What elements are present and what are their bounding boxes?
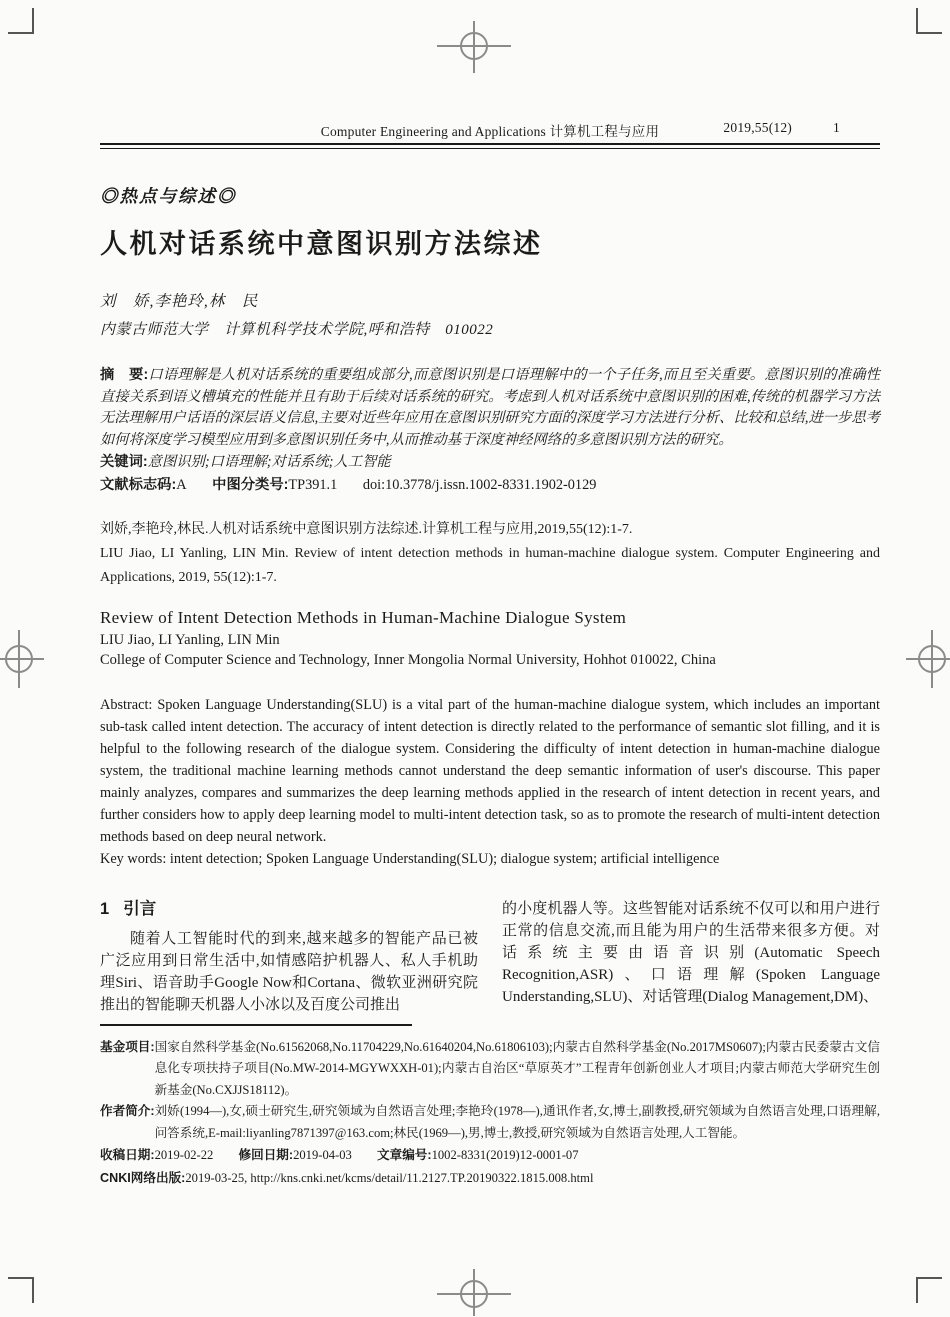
intro-column-left bbox=[100, 898, 478, 1016]
keywords-en bbox=[100, 848, 880, 870]
running-header bbox=[100, 120, 880, 140]
doi-value: 10.3778/j.issn.1002-8331.1902-0129 bbox=[385, 476, 597, 493]
intro-paragraph-left: 随着人工智能时代的到来,越来越多的智能产品已被广泛应用到日常生活中,如情感陪护机器人、私人手机助理Siri、语音助手Google Now和Cortana、微软亚洲研究院推出的智能聊天机器人小冰以及百度公司推出 bbox=[100, 930, 478, 1013]
fund-label: 基金项目: bbox=[100, 1039, 155, 1054]
crop-mark-icon bbox=[8, 1277, 34, 1303]
dates-line bbox=[100, 1145, 880, 1167]
article-title-en: Review of Intent Detection Methods in Human-Machine Dialogue System bbox=[100, 607, 627, 627]
affiliation-zh: 内蒙古师范大学 计算机科学技术学院,呼和浩特 010022 bbox=[100, 322, 494, 338]
article-codes bbox=[100, 474, 880, 496]
fund-note bbox=[100, 1037, 880, 1102]
issue-info: 2019,55(12) bbox=[723, 120, 792, 135]
clc-label: 中图分类号: bbox=[212, 476, 289, 493]
intro-paragraph-right: 的小度机器人等。这些智能对话系统不仅可以和用户进行正常的信息交流,而且能为用户的生活带来很多方便。对话系统主要由语音识别(Automatic Speech Recognition,ASR)、口语理解(Spoken Language Understanding,SLU)、对话管理(Dialog Management,DM)、 bbox=[502, 900, 880, 1005]
clc-number: TP391.1 bbox=[288, 476, 338, 493]
registration-mark-icon bbox=[0, 628, 44, 690]
revised-date: 2019-04-03 bbox=[293, 1148, 352, 1162]
citation-en: LIU Jiao, LI Yanling, LIN Min. Review of intent detection methods in human-machine dialogue system. Computer Engineering and Applications, 2019, 55(12):1-7. bbox=[100, 545, 880, 585]
doc-code: A bbox=[176, 476, 187, 493]
section-number: 1 bbox=[100, 899, 110, 918]
cnki-line bbox=[100, 1168, 880, 1190]
journal-name: Computer Engineering and Applications 计算机工程与应用 bbox=[320, 124, 660, 139]
abstract-zh bbox=[100, 365, 880, 451]
keywords-zh-text: 意图识别;口语理解;对话系统;人工智能 bbox=[147, 454, 391, 470]
received-label: 收稿日期: bbox=[100, 1148, 155, 1162]
paper-page bbox=[100, 120, 880, 1189]
cnki-label: CNKI网络出版: bbox=[100, 1170, 186, 1185]
author-bio-note bbox=[100, 1101, 880, 1144]
doc-code-label: 文献标志码: bbox=[100, 476, 177, 493]
doi-label: doi: bbox=[362, 476, 386, 493]
footnotes bbox=[100, 1037, 880, 1190]
received-date: 2019-02-22 bbox=[154, 1148, 214, 1162]
footnote-rule bbox=[100, 1024, 412, 1026]
author-bio-label: 作者简介: bbox=[100, 1104, 155, 1118]
keywords-zh-label: 关键词: bbox=[100, 454, 148, 470]
crop-mark-icon bbox=[916, 1277, 942, 1303]
abstract-zh-text: 口语理解是人机对话系统的重要组成部分,而意图识别是口语理解中的一个子任务,而且至关重要。意图识别的准确性直接关系到语义槽填充的性能并且有助于后续对话系统的研究。考虑到人机对话系统中意图识别的困难,传统的机器学习方法无法理解用户话语的深层语义信息,主要对近些年应用在意图识别研究方面的深度学习方法进行分析、比较和总结,进一步思考如何将深度学习模型应用到多意图识别任务中,从而推动基于深度神经网络的多意图识别方法的研究。 bbox=[100, 367, 880, 448]
affiliation-en: College of Computer Science and Technology, Inner Mongolia Normal University, Hohhot 010022, China bbox=[100, 651, 716, 668]
intro-column-right bbox=[502, 898, 880, 1016]
registration-mark-icon bbox=[437, 18, 511, 76]
crop-mark-icon bbox=[8, 8, 34, 34]
authors-zh: 刘 娇,李艳玲,林 民 bbox=[100, 293, 259, 310]
abstract-zh-label: 摘 要: bbox=[100, 367, 149, 383]
page-number: 1 bbox=[833, 120, 840, 135]
introduction-section bbox=[100, 898, 880, 1016]
citation-zh: 刘娇,李艳玲,林民.人机对话系统中意图识别方法综述.计算机工程与应用,2019,55(12):1-7. bbox=[100, 521, 633, 537]
keywords-en-label: Key words: bbox=[100, 850, 167, 867]
article-title-zh: 人机对话系统中意图识别方法综述 bbox=[100, 229, 543, 259]
article-no-value: 1002-8331(2019)12-0001-07 bbox=[431, 1148, 579, 1162]
crop-mark-icon bbox=[916, 8, 942, 34]
cnki-value: 2019-03-25, http://kns.cnki.net/kcms/detail/11.2127.TP.20190322.1815.008.html bbox=[185, 1170, 594, 1185]
keywords-en-text: intent detection; Spoken Language Understanding(SLU); dialogue system; artificial intelligence bbox=[169, 850, 720, 867]
registration-mark-icon bbox=[906, 628, 950, 690]
section-badge: ◎热点与综述◎ bbox=[100, 186, 237, 206]
abstract-en bbox=[100, 694, 880, 848]
keywords-zh bbox=[100, 452, 880, 474]
registration-mark-icon bbox=[437, 1266, 511, 1316]
abstract-en-label: Abstract: bbox=[100, 696, 153, 713]
section-heading bbox=[100, 898, 478, 920]
abstract-en-text: Spoken Language Understanding(SLU) is a vital part of the human-machine dialogue system, which includes an important sub-task called intent detection. The accuracy of intent detection is directly related to the performance of semantic slot filling, and it is helpful to the following research of the dialogue system. Considering the difficulty of intent detection in human-machine dialogue system, the traditional machine learning methods cannot understand the deep semantic information of user's discourse. This paper mainly analyzes, compares and summarizes the deep learning methods applied in the research of intent detection in recent years, and further considers how to apply deep learning model to multi-intent detection task, so as to promote the research of multi-intent detection methods based on deep neural network. bbox=[100, 696, 880, 845]
section-title: 引言 bbox=[123, 899, 157, 918]
revised-label: 修回日期: bbox=[238, 1148, 294, 1162]
authors-en: LIU Jiao, LI Yanling, LIN Min bbox=[100, 631, 280, 648]
article-no-label: 文章编号: bbox=[377, 1148, 432, 1162]
author-bio-text: 刘娇(1994—),女,硕士研究生,研究领域为自然语言处理;李艳玲(1978—),通讯作者,女,博士,副教授,研究领域为自然语言处理,口语理解,问答系统,E-mail:liyanling7871397@163.com;林民(1969—),男,博士,教授,研究领域为自然语言处理,人工智能。 bbox=[154, 1104, 880, 1140]
fund-text: 国家自然科学基金(No.61562068,No.11704229,No.61640204,No.61806103);内蒙古自然科学基金(No.2017MS0607);内蒙古民委蒙古文信息化专项扶持子项目(No.MW-2014-MGYWXXH-01);内蒙古自治区“草原英才”工程青年创新创业人才项目;内蒙古师范大学研究生创新基金(No.CXJJS18112)。 bbox=[154, 1039, 880, 1097]
header-rule bbox=[100, 143, 880, 149]
